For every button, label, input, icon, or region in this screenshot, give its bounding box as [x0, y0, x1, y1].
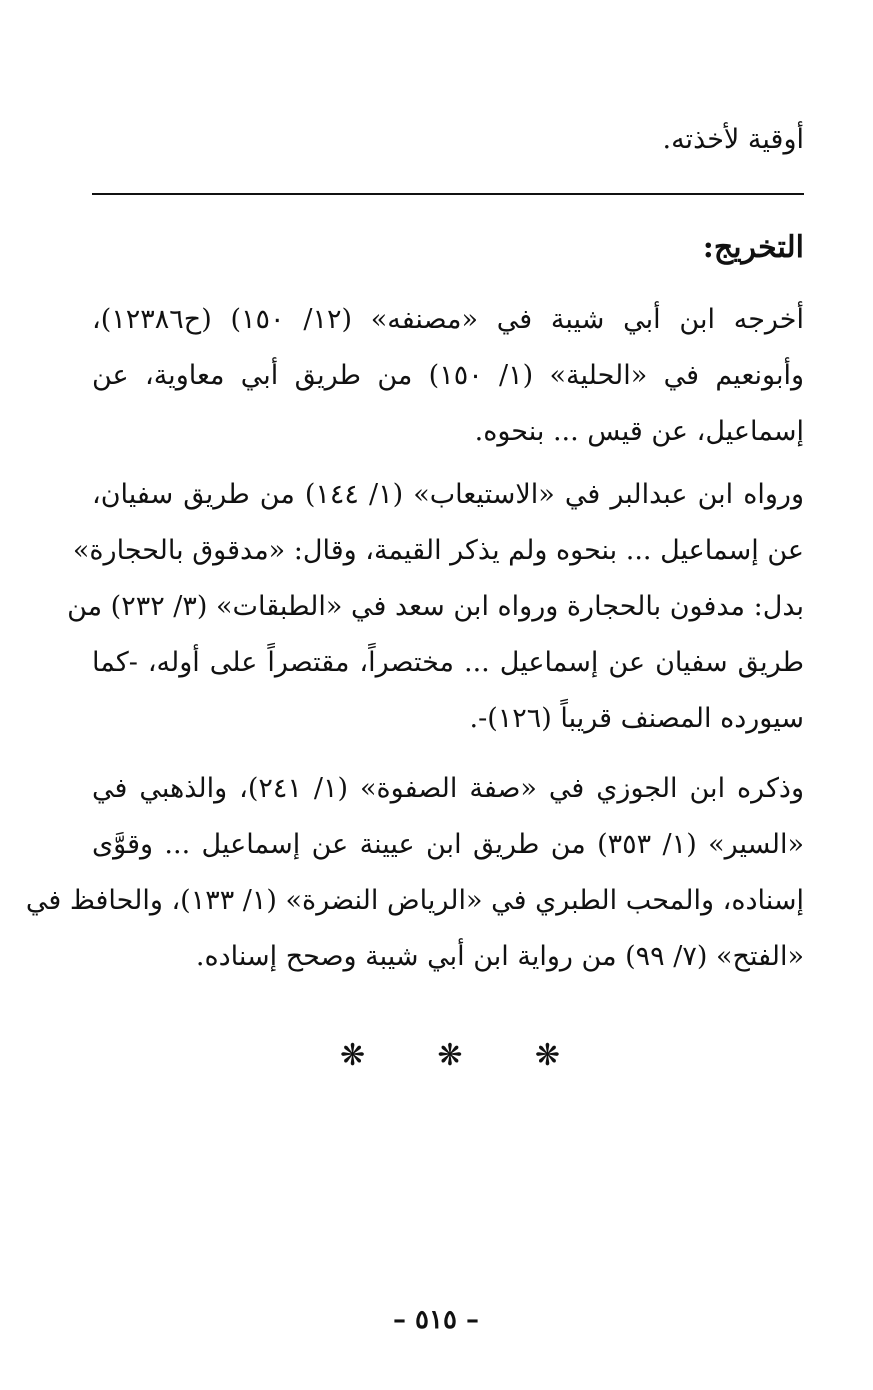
page-number: – ٥١٥ – [392, 1305, 480, 1335]
text-line: ورواه ابن عبدالبر في «الاستيعاب» (١/ ١٤٤) من طريق سفيان، [92, 479, 805, 510]
text-line: أوقية لأخذته. [662, 124, 804, 155]
paragraph-3 [25, 761, 804, 985]
text-line: إسناده، والمحب الطبري في «الرياض النضرة» (١/ ١٣٣)، والحافظ في [25, 885, 804, 916]
section-divider [92, 193, 804, 195]
paragraph-2 [67, 467, 805, 747]
intro-text [92, 112, 804, 168]
text-line: طريق سفيان عن إسماعيل ... مختصراً، مقتصراً على أوله، -كما [92, 647, 804, 678]
section-separator [340, 1036, 560, 1076]
text-line: عن إسماعيل ... بنحوه ولم يذكر القيمة، وقال: «مدقوق بالحجارة» [72, 535, 804, 566]
text-line: سيورده المصنف قريباً (١٢٦)-. [469, 703, 804, 734]
asterism-star-icon: ❋ [340, 1038, 366, 1073]
asterism-star-icon: ❋ [534, 1038, 560, 1073]
text-line: «الفتح» (٧/ ٩٩) من رواية ابن أبي شيبة وصحح إسناده. [195, 941, 804, 972]
text-line: وذكره ابن الجوزي في «صفة الصفوة» (١/ ٢٤١)، والذهبي في [92, 773, 804, 804]
text-line: أخرجه ابن أبي شيبة في «مصنفه» (١٢/ ١٥٠) (ح١٢٣٨٦)، [92, 304, 804, 335]
section-heading: التخريج: [702, 230, 804, 265]
asterism-star-icon: ❋ [437, 1038, 463, 1073]
text-line: بدل: مدفون بالحجارة ورواه ابن سعد في «الطبقات» (٣/ ٢٣٢) من [67, 591, 804, 622]
text-line: إسماعيل، عن قيس ... بنحوه. [474, 416, 804, 447]
text-line: «السير» (١/ ٣٥٣) من طريق ابن عيينة عن إسماعيل ... وقوَّى [92, 829, 804, 860]
paragraph-1 [92, 292, 804, 460]
text-line: وأبونعيم في «الحلية» (١/ ١٥٠) من طريق أبي معاوية، عن [92, 360, 804, 391]
